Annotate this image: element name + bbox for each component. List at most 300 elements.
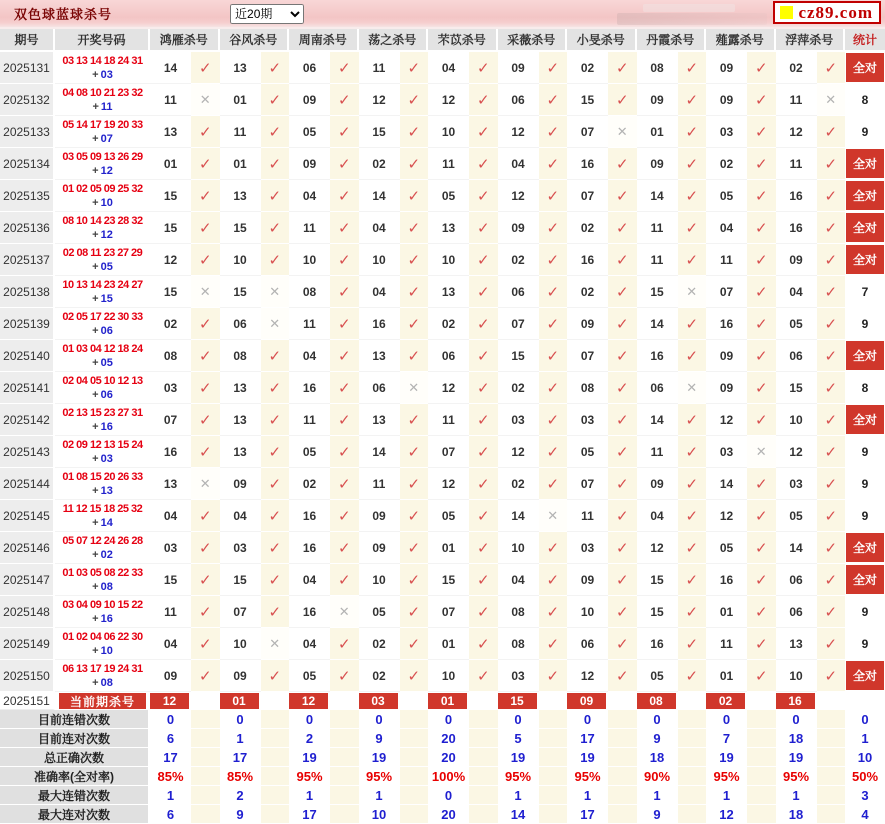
cross-icon: ✕ [330, 596, 359, 628]
stat-value-cell [567, 748, 637, 767]
stat-strip [469, 729, 498, 748]
kill-cell [498, 116, 568, 148]
check-icon: ✓ [330, 660, 359, 692]
kill-cell [776, 660, 846, 692]
check-icon: ✓ [608, 628, 637, 660]
current-kill-badge: 09 [567, 693, 606, 709]
check-icon: ✓ [817, 116, 846, 148]
stat-value: 5 [498, 729, 539, 748]
check-icon: ✓ [469, 532, 498, 564]
current-kill-cell [776, 692, 846, 710]
kill-number: 13 [428, 276, 469, 308]
stat-value-cell [776, 710, 846, 729]
stat-value-cell [359, 710, 429, 729]
blue-ball-line [55, 516, 150, 530]
check-icon: ✓ [261, 564, 290, 596]
kill-cell [567, 340, 637, 372]
kill-cell [359, 628, 429, 660]
check-icon: ✓ [747, 84, 776, 116]
kill-cell [706, 148, 776, 180]
blue-ball: 03 [100, 68, 113, 81]
stat-value: 19 [706, 748, 747, 767]
kill-number: 11 [637, 212, 678, 244]
red-balls: 05 14 17 19 20 33 [62, 118, 143, 131]
check-icon: ✓ [539, 244, 568, 276]
kill-cell [776, 244, 846, 276]
kill-cell [428, 52, 498, 84]
period-cell: 2025133 [0, 116, 55, 148]
kill-number: 16 [150, 436, 191, 468]
kill-number: 10 [567, 596, 608, 628]
kill-cell [150, 564, 220, 596]
check-icon: ✓ [469, 52, 498, 84]
check-icon: ✓ [261, 436, 290, 468]
stat-value: 0 [706, 710, 747, 729]
plus-sign: + [92, 164, 99, 177]
check-icon: ✓ [469, 564, 498, 596]
kill-cell [289, 340, 359, 372]
kill-cell [706, 532, 776, 564]
kill-number: 11 [359, 52, 400, 84]
kill-number: 02 [776, 52, 817, 84]
kill-number: 15 [150, 564, 191, 596]
blue-ball: 12 [100, 164, 113, 177]
kill-number: 12 [428, 468, 469, 500]
kill-number: 08 [220, 340, 261, 372]
winning-numbers-cell [55, 276, 150, 308]
kill-number: 08 [498, 596, 539, 628]
kill-cell [498, 468, 568, 500]
check-icon: ✓ [678, 468, 707, 500]
kill-number: 16 [289, 532, 330, 564]
stat-value-cell [359, 786, 429, 805]
kill-cell [359, 372, 429, 404]
kill-number: 02 [567, 52, 608, 84]
red-balls: 02 04 05 10 12 13 [62, 374, 143, 387]
stat-value: 0 [150, 710, 191, 729]
stat-value: 1 [498, 786, 539, 805]
row-stat-cell [845, 596, 885, 628]
kill-cell [567, 500, 637, 532]
check-icon: ✓ [539, 532, 568, 564]
kill-cell [150, 116, 220, 148]
check-icon: ✓ [747, 148, 776, 180]
plus-sign: + [92, 516, 99, 529]
stat-strip [191, 729, 220, 748]
table-row [0, 84, 885, 116]
kill-number: 03 [150, 372, 191, 404]
blue-ball: 13 [100, 484, 113, 497]
kill-number: 16 [289, 596, 330, 628]
stat-strip [678, 729, 707, 748]
kill-cell [567, 372, 637, 404]
kill-cell [776, 52, 846, 84]
watermark-faint-top [643, 4, 735, 12]
kill-number: 13 [150, 116, 191, 148]
check-icon: ✓ [747, 340, 776, 372]
kill-number: 04 [289, 180, 330, 212]
top-bar [0, 0, 885, 29]
check-icon: ✓ [539, 212, 568, 244]
kill-number: 13 [428, 212, 469, 244]
kill-number: 09 [150, 660, 191, 692]
stat-strip [608, 786, 637, 805]
kill-cell [359, 52, 429, 84]
plus-sign: + [92, 324, 99, 337]
kill-cell [498, 500, 568, 532]
stat-strip [330, 729, 359, 748]
stat-value: 20 [428, 748, 469, 767]
kill-number: 10 [498, 532, 539, 564]
period-cell: 2025132 [0, 84, 55, 116]
stat-total-value: 1 [845, 729, 885, 748]
check-icon: ✓ [608, 180, 637, 212]
kill-number: 12 [498, 180, 539, 212]
row-stat-cell [845, 532, 885, 564]
kill-cell [637, 532, 707, 564]
table-row [0, 180, 885, 212]
stat-value: 95% [567, 767, 608, 786]
current-kill-wrap [706, 692, 747, 710]
stat-value: 85% [150, 767, 191, 786]
kill-cell [289, 596, 359, 628]
full-correct-badge: 全对 [846, 149, 884, 178]
check-icon: ✓ [747, 468, 776, 500]
red-balls: 01 03 05 08 22 33 [62, 566, 143, 579]
full-correct-badge: 全对 [846, 213, 884, 242]
check-icon: ✓ [678, 596, 707, 628]
kill-number: 15 [567, 84, 608, 116]
check-icon: ✓ [400, 436, 429, 468]
kill-cell [637, 436, 707, 468]
kill-number: 10 [220, 628, 261, 660]
check-icon: ✓ [469, 404, 498, 436]
stat-value: 9 [359, 729, 400, 748]
kill-number: 02 [498, 468, 539, 500]
red-balls: 11 12 15 18 25 32 [62, 502, 143, 515]
stat-strip [330, 805, 359, 824]
row-stat-cell [845, 308, 885, 340]
kill-cell [776, 340, 846, 372]
red-balls: 08 10 14 23 28 32 [62, 214, 143, 227]
stat-value: 18 [776, 729, 817, 748]
check-icon: ✓ [330, 500, 359, 532]
kill-number: 11 [706, 244, 747, 276]
kill-cell [498, 308, 568, 340]
kill-cell [220, 340, 290, 372]
stat-strip [261, 710, 290, 729]
kill-number: 13 [220, 404, 261, 436]
kill-cell [150, 660, 220, 692]
kill-number: 15 [220, 212, 261, 244]
kill-number: 09 [706, 372, 747, 404]
stat-value-cell [567, 767, 637, 786]
kill-cell [220, 532, 290, 564]
stat-value: 0 [637, 710, 678, 729]
kill-number: 01 [428, 532, 469, 564]
stat-strip [539, 710, 568, 729]
check-icon: ✓ [608, 500, 637, 532]
kill-number: 04 [498, 148, 539, 180]
kill-number: 15 [498, 340, 539, 372]
check-icon: ✓ [817, 308, 846, 340]
check-icon: ✓ [400, 84, 429, 116]
kill-number: 05 [567, 436, 608, 468]
kill-cell [289, 244, 359, 276]
stat-value-cell [220, 729, 290, 748]
header-period: 期号 [0, 29, 55, 52]
check-icon: ✓ [400, 500, 429, 532]
stat-row [0, 805, 885, 824]
kill-cell [359, 532, 429, 564]
red-balls: 01 02 05 09 25 32 [62, 182, 143, 195]
stat-value: 1 [567, 786, 608, 805]
check-icon: ✓ [330, 148, 359, 180]
row-stat-cell [845, 468, 885, 500]
check-icon: ✓ [539, 148, 568, 180]
plus-sign: + [92, 292, 99, 305]
current-kill-wrap [498, 692, 539, 710]
stat-value-cell [220, 748, 290, 767]
kill-number: 13 [776, 628, 817, 660]
kill-number: 14 [706, 468, 747, 500]
check-icon: ✓ [678, 340, 707, 372]
kill-number: 09 [289, 148, 330, 180]
kill-number: 12 [428, 372, 469, 404]
kill-cell [428, 564, 498, 596]
kill-cell [706, 340, 776, 372]
kill-number: 04 [776, 276, 817, 308]
site-logo[interactable] [773, 1, 881, 24]
header-expert: 丹霞杀号 [637, 29, 707, 52]
check-icon: ✓ [817, 148, 846, 180]
stat-strip [400, 748, 429, 767]
kill-cell [637, 148, 707, 180]
kill-cell [289, 372, 359, 404]
stat-strip [678, 786, 707, 805]
check-icon: ✓ [191, 660, 220, 692]
kill-number: 12 [706, 500, 747, 532]
check-icon: ✓ [191, 532, 220, 564]
kill-cell [706, 308, 776, 340]
kill-number: 04 [289, 564, 330, 596]
kill-cell [637, 180, 707, 212]
kill-number: 15 [220, 564, 261, 596]
kill-cell [706, 468, 776, 500]
current-kill-cell [637, 692, 707, 710]
kill-cell [498, 212, 568, 244]
kill-number: 10 [359, 564, 400, 596]
kill-cell [150, 500, 220, 532]
kill-number: 05 [776, 500, 817, 532]
badge-gap [400, 692, 429, 710]
check-icon: ✓ [817, 340, 846, 372]
blue-ball: 08 [100, 676, 113, 689]
kill-number: 15 [637, 564, 678, 596]
header-expert: 浮萍杀号 [776, 29, 846, 52]
check-icon: ✓ [400, 148, 429, 180]
plus-sign: + [92, 676, 99, 689]
plus-sign: + [92, 388, 99, 401]
check-icon: ✓ [608, 596, 637, 628]
kill-number: 12 [567, 660, 608, 692]
period-range-select[interactable] [230, 4, 304, 24]
stat-row [0, 710, 885, 729]
kill-cell [776, 436, 846, 468]
kill-number: 16 [567, 148, 608, 180]
kill-cell [706, 244, 776, 276]
check-icon: ✓ [400, 660, 429, 692]
kill-number: 11 [289, 212, 330, 244]
kill-cell [706, 180, 776, 212]
kill-cell [359, 84, 429, 116]
kill-number: 11 [637, 244, 678, 276]
kill-cell [637, 116, 707, 148]
kill-cell [150, 52, 220, 84]
check-icon: ✓ [747, 276, 776, 308]
check-icon: ✓ [261, 148, 290, 180]
kill-cell [637, 212, 707, 244]
kill-number: 06 [776, 596, 817, 628]
check-icon: ✓ [400, 404, 429, 436]
stat-value: 100% [428, 767, 469, 786]
kill-number: 03 [498, 660, 539, 692]
check-icon: ✓ [330, 308, 359, 340]
plus-sign: + [92, 452, 99, 465]
check-icon: ✓ [608, 372, 637, 404]
header-winning-numbers: 开奖号码 [55, 29, 150, 52]
kill-number: 13 [220, 180, 261, 212]
row-stat-cell [845, 276, 885, 308]
kill-number: 11 [289, 308, 330, 340]
kill-cell [637, 340, 707, 372]
stat-strip [539, 748, 568, 767]
stat-label: 最大连对次数 [0, 805, 150, 824]
stat-total-value: 3 [845, 786, 885, 805]
stat-value-cell [776, 767, 846, 786]
stat-value: 0 [776, 710, 817, 729]
kill-number: 01 [428, 628, 469, 660]
check-icon: ✓ [330, 212, 359, 244]
stat-value-cell [150, 805, 220, 824]
stat-value-cell [428, 805, 498, 824]
kill-number: 03 [150, 532, 191, 564]
check-icon: ✓ [817, 436, 846, 468]
kill-cell [220, 212, 290, 244]
stat-value: 17 [567, 805, 608, 824]
row-stat-cell [845, 340, 885, 372]
kill-cell [289, 404, 359, 436]
kill-cell [776, 628, 846, 660]
kill-number: 07 [567, 468, 608, 500]
badge-gap [330, 692, 359, 710]
check-icon: ✓ [191, 308, 220, 340]
check-icon: ✓ [261, 84, 290, 116]
blue-ball: 03 [100, 452, 113, 465]
kill-cell [776, 276, 846, 308]
kill-number: 11 [776, 148, 817, 180]
check-icon: ✓ [539, 628, 568, 660]
kill-number: 14 [359, 180, 400, 212]
stat-strip [817, 786, 846, 805]
blue-ball-line [55, 388, 150, 402]
kill-number: 15 [359, 116, 400, 148]
red-balls: 02 08 11 23 27 29 [62, 246, 143, 259]
winning-numbers-cell [55, 564, 150, 596]
stat-value-cell [359, 748, 429, 767]
check-icon: ✓ [817, 180, 846, 212]
kill-cell [637, 660, 707, 692]
stat-label: 目前连对次数 [0, 729, 150, 748]
kill-cell [289, 212, 359, 244]
kill-number: 12 [428, 84, 469, 116]
kill-cell [498, 276, 568, 308]
blue-ball-line [55, 196, 150, 210]
kill-number: 11 [150, 596, 191, 628]
check-icon: ✓ [539, 180, 568, 212]
check-icon: ✓ [469, 628, 498, 660]
stat-value-cell [498, 805, 568, 824]
kill-number: 02 [498, 244, 539, 276]
stat-value-cell [567, 805, 637, 824]
check-icon: ✓ [261, 52, 290, 84]
stat-value-cell [706, 748, 776, 767]
stat-value: 6 [150, 805, 191, 824]
header-expert: 小旻杀号 [567, 29, 637, 52]
kill-cell [150, 532, 220, 564]
plus-sign: + [92, 196, 99, 209]
kill-cell [289, 180, 359, 212]
kill-number: 01 [706, 660, 747, 692]
stat-value-cell [637, 729, 707, 748]
kill-cell [359, 308, 429, 340]
kill-cell [428, 340, 498, 372]
plus-sign: + [92, 580, 99, 593]
check-icon: ✓ [539, 84, 568, 116]
kill-cell [428, 180, 498, 212]
kill-number: 10 [359, 244, 400, 276]
kill-cell [359, 340, 429, 372]
header-expert: 谷风杀号 [220, 29, 290, 52]
kill-cell [220, 596, 290, 628]
check-icon: ✓ [817, 404, 846, 436]
check-icon: ✓ [400, 52, 429, 84]
stat-value-cell [637, 805, 707, 824]
kill-number: 04 [637, 500, 678, 532]
kill-number: 13 [359, 340, 400, 372]
stat-strip [191, 767, 220, 786]
check-icon: ✓ [469, 596, 498, 628]
kill-cell [359, 148, 429, 180]
kill-cell [776, 308, 846, 340]
kill-cell [289, 564, 359, 596]
stat-value-cell [220, 786, 290, 805]
kill-number: 12 [637, 532, 678, 564]
current-kill-wrap [150, 692, 191, 710]
badge-gap [678, 692, 707, 710]
stat-strip [539, 786, 568, 805]
kill-cell [776, 180, 846, 212]
correct-count: 8 [861, 92, 869, 107]
stat-strip [261, 786, 290, 805]
check-icon: ✓ [678, 628, 707, 660]
stat-strip [817, 767, 846, 786]
logo-text: cz89.com [798, 2, 873, 22]
stat-value: 18 [637, 748, 678, 767]
kill-number: 06 [637, 372, 678, 404]
check-icon: ✓ [191, 564, 220, 596]
stat-row [0, 786, 885, 805]
